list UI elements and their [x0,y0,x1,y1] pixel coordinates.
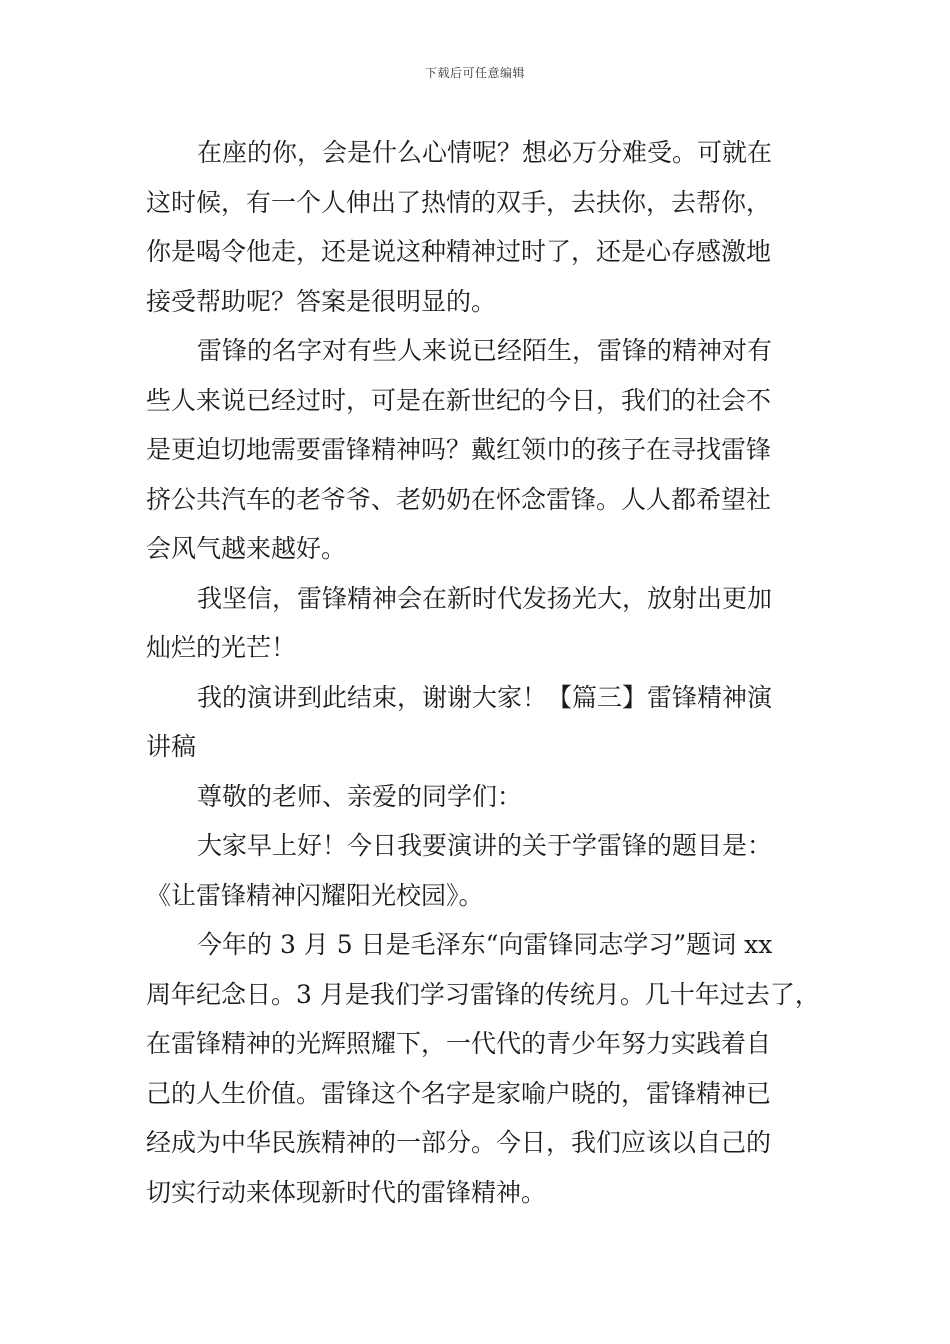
text-line: 我坚信，雷锋精神会在新时代发扬光大，放射出更加 [197,583,773,613]
text-line: 周年纪念日。3 月是我们学习雷锋的传统月。几十年过去了， [146,979,820,1009]
text-line: 在雷锋精神的光辉照耀下，一代代的青少年努力实践着自 [146,1029,772,1058]
text-line: 挤公共汽车的老爷爷、老奶奶在怀念雷锋。人人都希望社 [146,484,772,514]
text-line: 今年的 3 月 5 日是毛泽东“向雷锋同志学习”题词 xx [197,930,773,959]
text-line: 讲稿 [146,732,197,761]
text-line: 《让雷锋精神闪耀阳光校园》。 [146,880,484,910]
text-line: 会风气越来越好。 [146,534,347,563]
text-line: 尊敬的老师、亲爱的同学们： [197,781,523,811]
text-line: 些人来说已经过时，可是在新世纪的今日，我们的社会不 [146,385,772,415]
text-line: 灿烂的光芒！ [146,633,297,662]
text-line: 大家早上好！今日我要演讲的关于学雷锋的题目是： [197,831,773,860]
text-line: 接受帮助呢？答案是很明显的。 [146,286,497,316]
document-body [146,128,820,1217]
text-line: 你是喝令他走，还是说这种精神过时了，还是心存感激地 [146,237,772,266]
text-line: 经成为中华民族精神的一部分。今日，我们应该以自己的 [146,1128,772,1157]
text-line: 己的人生价值。雷锋这个名字是家喻户晓的，雷锋精神已 [146,1078,772,1108]
text-line: 是更迫切地需要雷锋精神吗？戴红领巾的孩子在寻找雷锋 [146,435,772,464]
page-header: 下载后可任意编辑 [424,66,525,80]
text-line: 我的演讲到此结束，谢谢大家！【篇三】雷锋精神演 [197,682,773,712]
text-line: 雷锋的名字对有些人来说已经陌生，雷锋的精神对有 [197,336,773,365]
text-line: 这时候，有一个人伸出了热情的双手，去扶你，去帮你， [146,187,772,217]
text-line: 在座的你，会是什么心情呢？想必万分难受。可就在 [197,138,773,167]
text-line: 切实行动来体现新时代的雷锋精神。 [146,1177,547,1207]
